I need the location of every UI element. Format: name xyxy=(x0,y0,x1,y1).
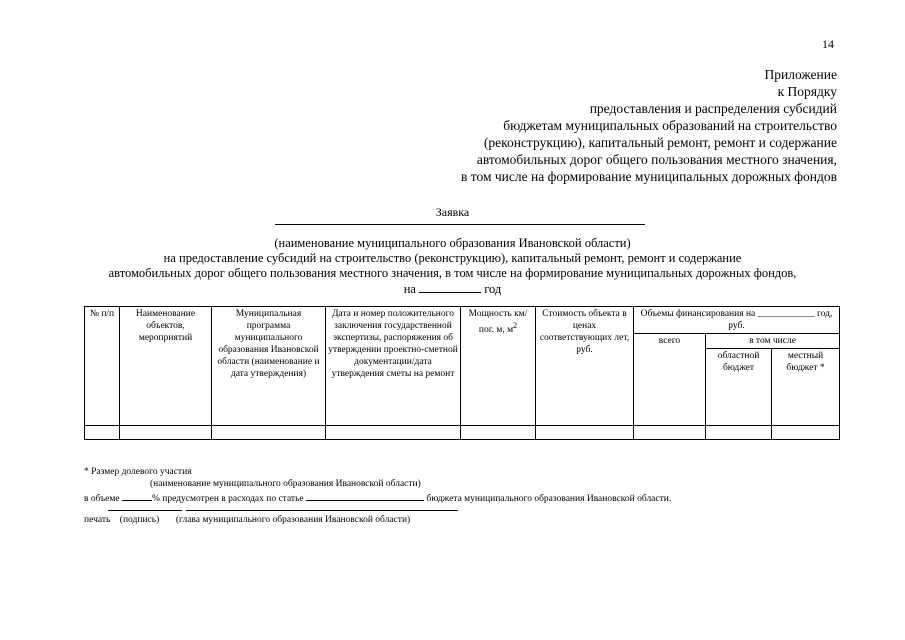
article-blank xyxy=(306,491,424,501)
table-cell[interactable] xyxy=(772,426,840,440)
footnote-municipality-caption: (наименование муниципального образования Ивановской области) xyxy=(150,479,421,489)
stamp-caption: печать xyxy=(84,515,111,525)
appendix-line: к Порядку xyxy=(777,84,837,99)
appendix-line: автомобильных дорог общего пользования местного значения, xyxy=(476,152,837,167)
purpose-text xyxy=(0,251,905,297)
header-regional: областной бюджет xyxy=(706,349,772,426)
header-program: Муниципальная программа муниципального образования Ивановской области (наименование и дата утверждения) xyxy=(212,307,326,426)
appendix-line: бюджетам муниципальных образований на строительство xyxy=(503,118,837,133)
percent-blank xyxy=(122,491,152,501)
table-row xyxy=(85,426,840,440)
table-cell[interactable] xyxy=(461,426,536,440)
header-total: всего xyxy=(634,334,706,426)
footnote-share: * Размер долевого участия xyxy=(84,467,192,477)
header-financing: Объемы финансирования на ____________ год, руб. xyxy=(634,307,840,334)
page-number: 14 xyxy=(822,37,834,51)
table-cell[interactable] xyxy=(536,426,634,440)
purpose-line-2: автомобильных дорог общего пользования местного значения, в том числе на формирование муниципальных дорожных фондов, xyxy=(108,266,797,280)
appendix-line: в том числе на формирование муниципальных дорожных фондов xyxy=(461,169,837,184)
volume-middle: % предусмотрен в расходах по статье xyxy=(151,494,304,504)
header-name: Наименование объектов, мероприятий xyxy=(120,307,212,426)
header-local: местный бюджет * xyxy=(772,349,840,426)
table-cell[interactable] xyxy=(634,426,706,440)
capacity-label: Мощность км/пог. м, м xyxy=(468,309,528,336)
table-cell[interactable] xyxy=(120,426,212,440)
signature-caption: (подпись) xyxy=(119,515,160,525)
volume-suffix: бюджета муниципального образования Ивановской области. xyxy=(426,494,672,504)
year-prefix: на xyxy=(403,282,416,296)
document-title: Заявка xyxy=(435,205,470,219)
municipality-name-line xyxy=(275,224,645,225)
purpose-line-1: на предоставление субсидий на строительство (реконструкцию), капитальный ремонт, ремонт и содержание xyxy=(163,251,742,265)
appendix-line: предоставления и распределения субсидий xyxy=(589,101,837,116)
table-cell[interactable] xyxy=(212,426,326,440)
table-cell[interactable] xyxy=(326,426,461,440)
purpose-year-line xyxy=(0,281,905,297)
application-table xyxy=(84,306,840,440)
header-including: в том числе xyxy=(706,334,840,349)
header-capacity xyxy=(461,307,536,426)
table-cell[interactable] xyxy=(706,426,772,440)
year-blank xyxy=(419,281,481,293)
volume-prefix: в объеме xyxy=(84,494,120,504)
table-cell[interactable] xyxy=(85,426,120,440)
footnote-volume-line xyxy=(84,491,671,504)
stamp-line xyxy=(108,510,182,511)
signature-captions xyxy=(84,515,410,525)
signature-line xyxy=(186,510,458,511)
head-caption: (глава муниципального образования Ивановской области) xyxy=(175,515,411,525)
appendix-line: Приложение xyxy=(764,67,837,82)
municipality-name-caption: (наименование муниципального образования Ивановской области) xyxy=(274,236,631,250)
capacity-superscript: 2 xyxy=(513,321,518,330)
header-conclusion: Дата и номер положительного заключения государственной экспертизы, распоряжения об утверждении проектно-сметной документации/дата утверждения сметы на ремонт xyxy=(326,307,461,426)
header-num: № п/п xyxy=(85,307,120,426)
header-cost: Стоимость объекта в ценах соответствующих лет, руб. xyxy=(536,307,634,426)
year-suffix: год xyxy=(484,282,502,296)
appendix-header xyxy=(461,66,837,185)
appendix-line: (реконструкцию), капитальный ремонт, ремонт и содержание xyxy=(483,135,837,150)
